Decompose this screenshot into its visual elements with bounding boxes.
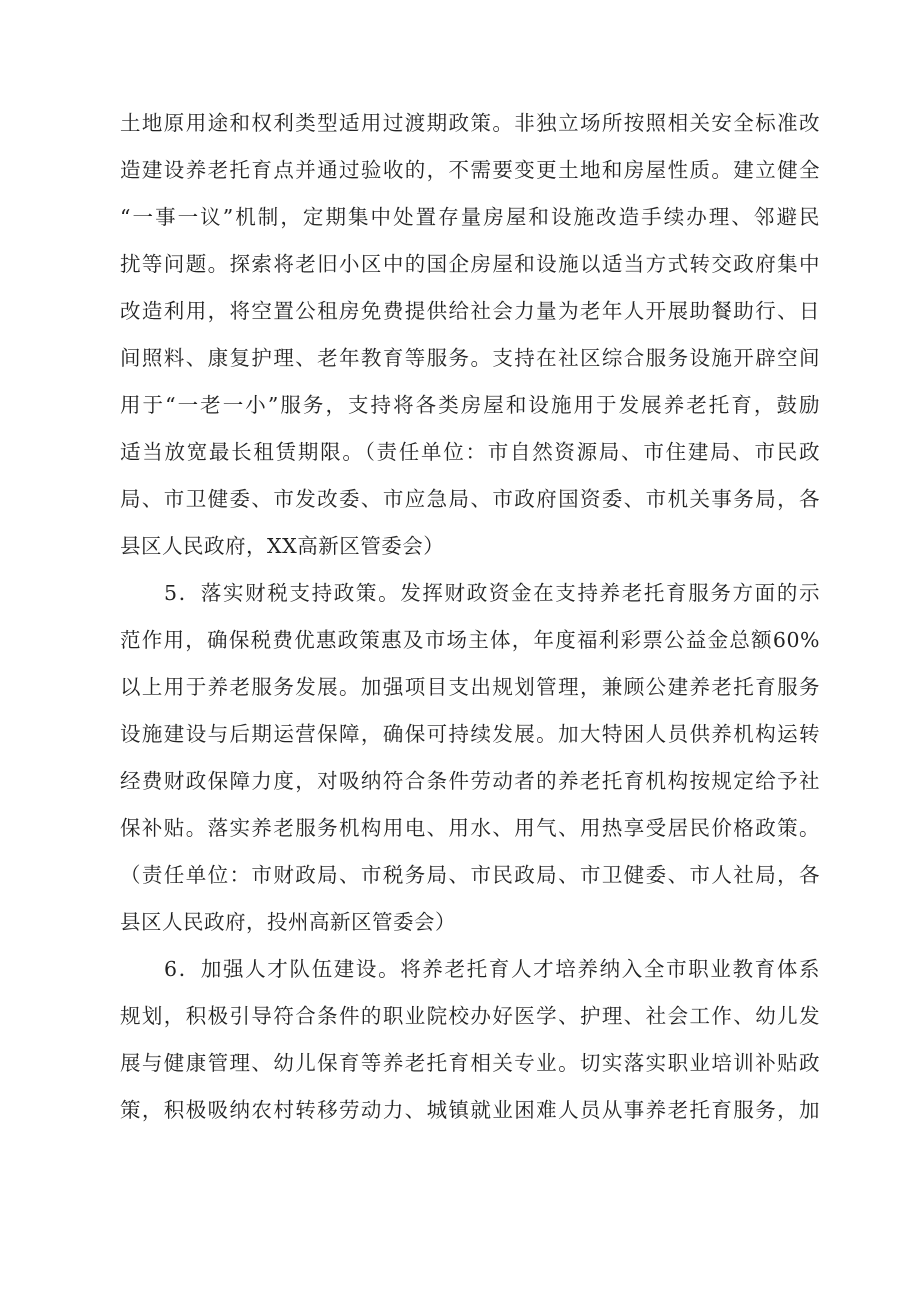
text-line: 设施建设与后期运营保障，确保可持续发展。加大特困人员供养机构运转 [120,722,820,746]
text-line: 扰等问题。探索将老旧小区中的国企房屋和设施以适当方式转交政府集中 [120,252,820,276]
text-line: 策，积极吸纳农村转移劳动力、城镇就业困难人员从事养老托育服务，加 [120,1098,820,1122]
text-line: “一事一议”机制，定期集中处置存量房屋和设施改造手续办理、邻避民 [120,205,820,229]
paragraph-heading-line: 5．落实财税支持政策。发挥财政资金在支持养老托育服务方面的示 [164,581,820,605]
paragraph-item-5 [120,570,820,946]
text-line: 局、市卫健委、市发改委、市应急局、市政府国资委、市机关事务局，各 [120,487,820,511]
text-line: 以上用于养老服务发展。加强项目支出规划管理，兼顾公建养老托育服务 [120,675,820,699]
text-line: 改造利用，将空置公租房免费提供给社会力量为老年人开展助餐助行、日 [120,299,820,323]
text-line: （责任单位：市财政局、市税务局、市民政局、市卫健委、市人社局，各 [120,863,820,887]
document-body [120,100,820,1134]
paragraph-item-6 [120,946,820,1134]
text-line: 间照料、康复护理、老年教育等服务。支持在社区综合服务设施开辟空间 [120,346,820,370]
text-line: 造建设养老托育点并通过验收的，不需要变更土地和房屋性质。建立健全 [120,158,820,182]
text-line: 规划，积极引导符合条件的职业院校办好医学、护理、社会工作、幼儿发 [120,1004,820,1028]
text-line: 用于“一老一小”服务，支持将各类房屋和设施用于发展养老托育，鼓励 [120,393,820,417]
text-line: 县区人民政府，投州高新区管委会） [120,910,456,934]
text-line: 适当放宽最长租赁期限。（责任单位：市自然资源局、市住建局、市民政 [120,440,820,464]
text-line: 经费财政保障力度，对吸纳符合条件劳动者的养老托育机构按规定给予社 [120,769,820,793]
paragraph-heading-line: 6．加强人才队伍建设。将养老托育人才培养纳入全市职业教育体系 [164,957,820,981]
paragraph-continuation [120,100,820,570]
text-line: 土地原用途和权利类型适用过渡期政策。非独立场所按照相关安全标准改 [120,111,820,135]
text-line: 展与健康管理、幼儿保育等养老托育相关专业。切实落实职业培训补贴政 [120,1051,820,1075]
text-line: 保补贴。落实养老服务机构用电、用水、用气、用热享受居民价格政策。 [120,816,820,840]
text-line: 县区人民政府，XX高新区管委会） [120,534,445,558]
text-line: 范作用，确保税费优惠政策惠及市场主体，年度福利彩票公益金总额60% [120,628,820,652]
